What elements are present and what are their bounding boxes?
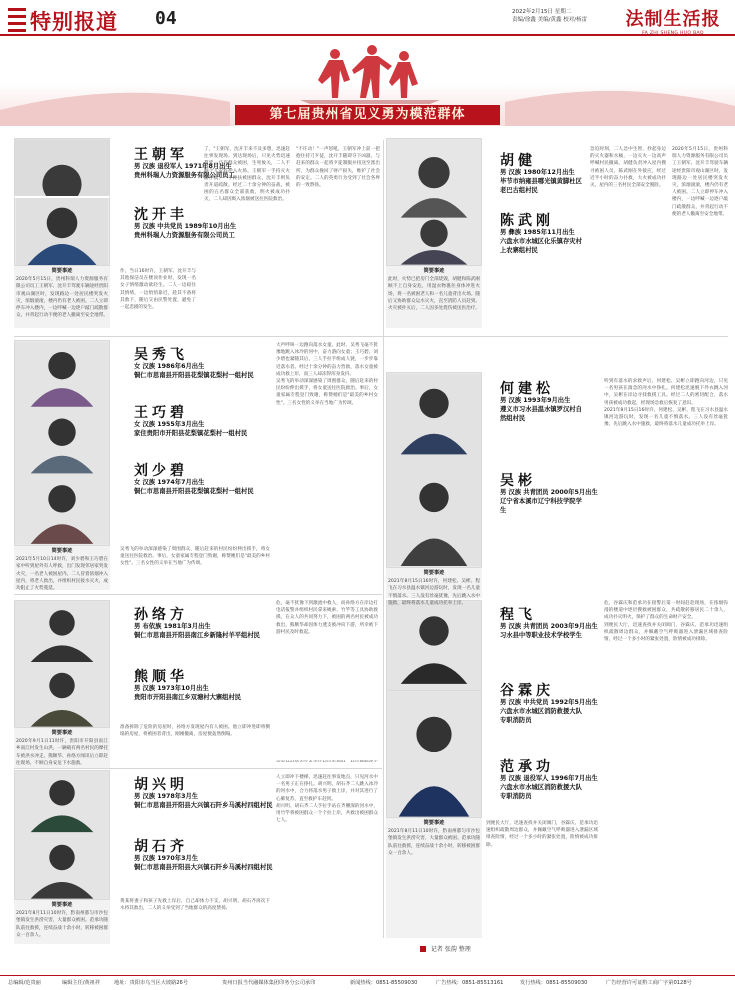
hero-affiliation: 铜仁市思南县开阳县花梨镇花梨村一组村民 [134, 488, 254, 495]
hero-name: 刘少碧 [134, 463, 188, 479]
story-column [296, 146, 380, 332]
story-column [604, 378, 728, 588]
story-column [204, 146, 290, 332]
story-text: 危，谷霖庆和范承功在接警后第一时间赶赴现场，在浓烟弥漫的楼道中逐层搜救被困群众，共疏散转移居民二十余人，成功扑灭明火，保护了群众的生命财产安全。 [604, 601, 728, 621]
hero-affiliation: 铜仁市思南县开阳县花梨镇花梨村一组村民 [134, 372, 254, 379]
hero-info: 男 汉族 共青团员 2000年5月出生 [500, 489, 598, 496]
hero-affiliation: 贵阳市开阳县南江乡双塘村大寨组村民 [134, 694, 242, 701]
story-column [276, 760, 378, 762]
story-text: 吴秀飞的举动深深感染了周围群众，随后赶来的村民纷纷伸出援手，将女童送往医院救治。事后，女童家属专程登门致谢，称赞她们是"最美的乡村女性"。三名女性的义举在当地广为传颂。 [276, 379, 378, 406]
story-column [120, 546, 270, 590]
issue-date: 2022年2月15日 星期二 [512, 9, 572, 15]
credit-text: 记者 张韵 整理 [430, 946, 471, 953]
footer-ad-hotline: 广告热线：0851-85513161 [436, 980, 504, 986]
story-text: 2021年8月15日16时许，何建松、吴彬、程飞在习水县温水镇河边游玩时，发现一名儿童不慎落水。三人没有丝毫犹豫，先后跳入水中施救，最终将落水儿童成功托举上岸。 [388, 579, 480, 606]
hero-name: 胡健 [500, 153, 536, 169]
hero-name: 王朝军 [134, 147, 188, 163]
hero-name: 范承功 [500, 759, 554, 775]
hero-info: 男 汉族 1973年10月出生 [134, 685, 209, 692]
hero-name: 孙络方 [134, 607, 188, 623]
hero-info: 男 汉族 1970年3月生 [134, 855, 199, 862]
story-heading: 简要事迹 [51, 902, 73, 908]
story-heading: 简要事迹 [423, 820, 445, 826]
hero-info: 男 汉族 1978年3月生 [134, 793, 199, 800]
story-column [388, 268, 480, 326]
hero-name: 胡石齐 [134, 839, 188, 855]
logo-text: 法制生活报 [625, 9, 721, 30]
hero-name: 王巧碧 [134, 405, 188, 421]
story-text: 2021年5月10日14时许，刘少碧和王巧碧在家中听到屋外有人呼救，出门发现邻居家突发火灾，一名老人被困屋内。二人冒着浓烟冲入屋内，将老人救出，并组织村民接水灭火，成功阻止了火势蔓延。 [16, 557, 108, 592]
story-text [276, 761, 378, 762]
hero-name: 胡兴明 [134, 777, 188, 793]
hero-photo [386, 372, 482, 568]
hero-affiliation: 铜仁市思南县开阳县大兴镇石阡乡马溪村四组村民 [134, 802, 273, 809]
hero-name: 熊顺华 [134, 669, 188, 685]
hero-name: 沈开丰 [134, 207, 188, 223]
hero-info: 男 汉族 退役军人 1971年8月出生 [134, 163, 232, 170]
hero-info: 男 汉族 1980年12月出生 [500, 169, 575, 176]
page-number: 04 [155, 8, 177, 29]
story-text: 大声呼叫一边跑向落水女童。此时，吴秀飞毫不犹豫地跳入冰冷的河中，奋力游向女童；王巧碧、刘少碧也紧随其后，三人手拉手组成人链，一步步靠近落水者。经过十余分钟的奋力营救，落水女童被成功救上岸，而三人却冻得浑身发抖。 [276, 343, 378, 377]
hero-name: 谷霖庆 [500, 683, 554, 699]
section-divider [14, 768, 382, 769]
newspaper-logo [618, 5, 728, 36]
hero-affiliation: 遵义市习水县温水镇罗汉村自然组村民 [500, 406, 582, 422]
hero-name: 何建松 [500, 381, 554, 397]
story-column [604, 600, 728, 934]
editors-line: 责编/徐鑫 美编/黄鑫 校对/杨雷 [512, 17, 588, 23]
title-banner [0, 40, 735, 126]
section-title: 特别报道 [30, 9, 118, 34]
story-column [16, 730, 108, 766]
hero-photo [386, 690, 482, 818]
hero-photo [386, 138, 482, 266]
story-heading: 简要事迹 [423, 268, 445, 274]
footer-chief-editor: 总编辑/范贵丽 [8, 980, 41, 986]
story-column [16, 548, 108, 592]
hero-name: 程飞 [500, 607, 536, 623]
story-text: 到便民大厅，迅速查找并关闭阀门，谷霖庆、范承功迅速组织疏散周边群众，并佩戴空气呼吸器进入泄漏区域排查险情，经过一个多小时的紧张处置，险情被成功排除。 [604, 622, 728, 643]
hero-info: 男 汉族 中共党员 1992年5月出生 [500, 699, 598, 706]
hero-info: 女 汉族 1955年3月出生 [134, 421, 205, 428]
story-column [388, 570, 480, 606]
section-mark-icon [8, 6, 26, 34]
story-text: 2021年8月11日10时许，黔南州都匀市沙包堡镇发生洪涝灾害，大量群众被困。范承功随队前往救援，连续奋战十余小时，转移被困群众一百余人。 [16, 911, 108, 938]
hero-name: 陈武刚 [500, 213, 554, 229]
story-text: 2020年9月1日11时许，贵阳市开阳县南江乡南江村发生山洪，一辆载有两名村民的摩托车被洪水冲走。熊顺华、孙络方闻讯后立即赶往现场，不顾自身安危下水施救。 [16, 739, 108, 766]
story-text: 危，毫不犹豫下到激流中救人，而孙络方在岸边打电话报警并组织村民拿来绳索、竹竿等工具协助救援。在众人的共同努力下，被困的两名村民被成功救出，熊顺华却因体力透支被冲向下游，所幸被下游村民及时救起。 [276, 601, 378, 635]
issue-info [512, 8, 622, 24]
footer-printer: 贵州日报当代融媒体集团印务分公司承印 [222, 980, 316, 986]
hero-info: 男 汉族 1993年9月出生 [500, 397, 571, 404]
story-text: 2021年8月15日16时许，何建松、吴彬、程飞在习水县温水镇河边游玩时，发现一名儿童不慎落水。三人没有丝毫犹豫，先后跳入水中施救，最终将落水儿童成功托举上岸。 [604, 407, 728, 428]
story-text: 作，当日16时许，王朝军、沈开丰与其他保洁员在楼顶作业时，发现一名女子情绪激动欲轻生。二人一边稳住其情绪，一边悄悄靠近，趁其不备将其救下，随后交由民警处置，避免了一起悲剧的发生。 [120, 269, 196, 311]
footer-license: 广告经营许可证黔工商广字第0128号 [606, 980, 692, 986]
hero-photo [14, 770, 110, 900]
story-column [120, 898, 270, 940]
hero-affiliation: 六盘水市水城区化乐镇存灾村上农寨组村民 [500, 238, 582, 254]
hero-affiliation: 贵州科瑞人力资源服务有限公司员工 [134, 172, 235, 179]
hero-affiliation: 辽宁省本溪市辽宁科技学院学生 [500, 498, 582, 514]
story-text: 到便民大厅，迅速查找并关闭阀门，谷霖庆、范承功迅速组织疏散周边群众，并佩戴空气呼吸器进入泄漏区域排查险情，经过一个多小时的紧张处置，险情被成功排除。 [486, 821, 598, 848]
page-footer [0, 975, 735, 990]
story-text: 人立即冲下楼梯，迅速赶往事发地点，只见河水中一名男子正在挣扎。胡兴明、胡石齐二人跳入冰冷的河水中，合力将落水男子救上岸，并对其进行了心肺复苏，直至救护车赶到。 [276, 775, 378, 802]
masthead-rule [0, 34, 735, 36]
hero-info: 男 汉族 中共党员 1989年10月出生 [134, 223, 237, 230]
story-column [672, 146, 728, 332]
story-column [388, 820, 480, 936]
hero-name: 吴秀飞 [134, 347, 188, 363]
section-divider [14, 594, 382, 595]
story-text: 急迫时刻，二人急中生智，抄起身边的灭火器和水桶，一边灭火一边高声呼喊村民撤离。胡健负责冲入屋内搜寻被困人员，陈武刚在外接应，经过近半小时的奋力扑救，大火被成功扑灭，屋内的三名村民全部安全脱险。 [590, 147, 666, 189]
footer-news-hotline: 新闻热线：0851-85509030 [350, 980, 418, 986]
story-heading: 简要事迹 [51, 548, 73, 554]
story-text: 胡兴明、胡石齐二人手拉手站在齐腰深的河水中，用竹竿将被困群众一个个拉上岸，共救出被困群众七人。 [276, 803, 378, 824]
story-column [16, 268, 108, 326]
story-text: "不许动！"一声怒吼，王朝军冲上前一把抱住持刀歹徒，沈开丰随即夺下凶器，与赶来的群众一起将歹徒制服并扭送至派出所，为群众挽回了财产损失，维护了社会的安定。二人的英勇行为受到了社会各界的一致赞扬。 [296, 147, 380, 189]
story-text: 此时，火势已把房门全部烧毁，胡健和陈武刚顾不上自身安危，用湿衣物裹住身体冲进火场，将一名被困老人和一名儿童背出火场。随后又协助群众运水灭火，直至消防人员赶到。火灾被扑灭后，二人因多处烧伤被送医治疗。 [388, 277, 480, 312]
footer-distribution-hotline: 发行热线：0851-85509030 [520, 980, 588, 986]
hero-info: 女 汉族 1974年7月出生 [134, 479, 205, 486]
masthead [0, 0, 735, 38]
story-text: 吴秀飞的举动深深感染了周围群众，随后赶来的村民纷纷伸出援手，将女童送往医院救治。事后，女童家属专程登门致谢，称赞她们是"最美的乡村女性"。三名女性的义举在当地广为传颂。 [120, 547, 270, 567]
story-column [590, 146, 666, 332]
hero-photo [14, 340, 110, 546]
hero-affiliation: 六盘水市水城区消防救援大队专职消防员 [500, 708, 582, 724]
story-text: 黄某将妻子和孩子先救上岸后，自己却体力不支，胡兴明、胡石齐再次下水将其救出，二人的义举受到了当地群众的高度赞扬。 [120, 899, 270, 912]
column-divider [383, 140, 384, 938]
story-column [276, 774, 378, 938]
hero-affiliation: 铜仁市思南县开阳县南江乡新隆村羊平组村民 [134, 632, 260, 639]
story-column [486, 820, 598, 936]
story-heading: 简要事迹 [51, 268, 73, 274]
hero-affiliation: 六盘水市水城区消防救援大队专职消防员 [500, 784, 582, 800]
footer-address: 地址：贵阳市乌当区大坡路26号 [114, 980, 189, 986]
hero-photo [14, 600, 110, 728]
hero-name: 吴彬 [500, 473, 536, 489]
credit-square-icon [420, 946, 426, 952]
hero-affiliation: 铜仁市思南县开阳县大兴镇石阡乡马溪村四组村民 [134, 864, 273, 871]
story-column [276, 600, 378, 760]
story-column [120, 724, 270, 764]
story-text: 2021年8月11日10时许，黔南州都匀市沙包堡镇发生洪涝灾害，大量群众被困。范承功随队前往救援，连续奋战十余小时，转移被困群众一百余人。 [388, 829, 480, 856]
story-text: 听到有落水的求救声后，何建松、吴彬立即跑向河边，只见一名男孩在湍急的河水中挣扎。何建松迅速脱下外衣跳入河中，吴彬在岸边寻找救援工具。经过二人的密切配合，落水男孩被成功救起，经现场急救后恢复了意识。 [604, 379, 728, 406]
author-credit [420, 944, 471, 953]
hero-info: 男 彝族 1985年11月出生 [500, 229, 575, 236]
hero-photo [14, 196, 110, 266]
hero-affiliation: 习水县中等职业技术学校学生 [500, 632, 582, 639]
story-text: 2020年5月15日，贵州科瑞人力资源服务有限公司员工王朝军、沈开丰驾驶车辆途经贵阳市观山湖区时，发现路边一处居民楼突发火灾，浓烟滚滚，楼内仍有老人被困。二人立即停车冲入楼内，一边呼喊一边逐户敲门疏散群众，并背起行动不便的老人撤离至安全地带。 [672, 147, 728, 217]
hero-info: 男 汉族 退役军人 1996年7月出生 [500, 775, 598, 782]
hero-affiliation: 贵州科瑞人力资源服务有限公司员工 [134, 232, 235, 239]
story-text: 2020年5月15日，贵州科瑞人力资源服务有限公司员工王朝军、沈开丰驾驶车辆途经贵阳市观山湖区时，发现路边一处居民楼突发火灾，浓烟滚滚，楼内仍有老人被困。二人立即停车冲入楼内，一边呼喊一边逐户敲门疏散群众，并背起行动不便的老人撤离至安全地带。 [16, 277, 108, 319]
hero-affiliation: 毕节市纳雍县哪光镇黄脚杜区老巴古组村民 [500, 178, 582, 194]
story-text: 准备拆除了危险的房屋时，孙络方发现屋内有人被困。他立即冲进即将倒塌的房屋，将被困者背出，刚刚撤离，房屋便轰然倒塌。 [120, 725, 270, 738]
hero-info: 女 汉族 1986年6月出生 [134, 363, 205, 370]
section-divider [14, 336, 728, 337]
banner-title: 第七届贵州省见义勇为模范群体 [235, 105, 500, 125]
story-heading: 简要事迹 [423, 570, 445, 576]
hero-affiliation: 家住贵阳市开阳县花梨镇花梨村一组村民 [134, 430, 248, 437]
story-heading: 简要事迹 [51, 730, 73, 736]
hero-info: 男 汉族 共青团员 2003年9月出生 [500, 623, 598, 630]
story-text: 了，"王朝军，沈开丰来不及多想，迅速赶往事发现场。到达现场后，只见火势迅速蔓延，已有群众被困，生死攸关，二人不顾个人安危冲入火场。王朝军一手持灭火器扑救，一手搀扶被困群众，沈开丰则负责开道疏散。经过二十余分钟的奋战，被困的五名群众全部获救，明火被成功扑灭，二人却因吸入浓烟被送往医院救治。 [204, 147, 290, 203]
story-column [16, 902, 108, 942]
story-column [120, 268, 196, 332]
footer-editor: 编辑主任/黄祖祥 [62, 980, 101, 986]
hero-info: 男 布依族 1981年3月出生 [134, 623, 211, 630]
story-column [276, 342, 378, 586]
